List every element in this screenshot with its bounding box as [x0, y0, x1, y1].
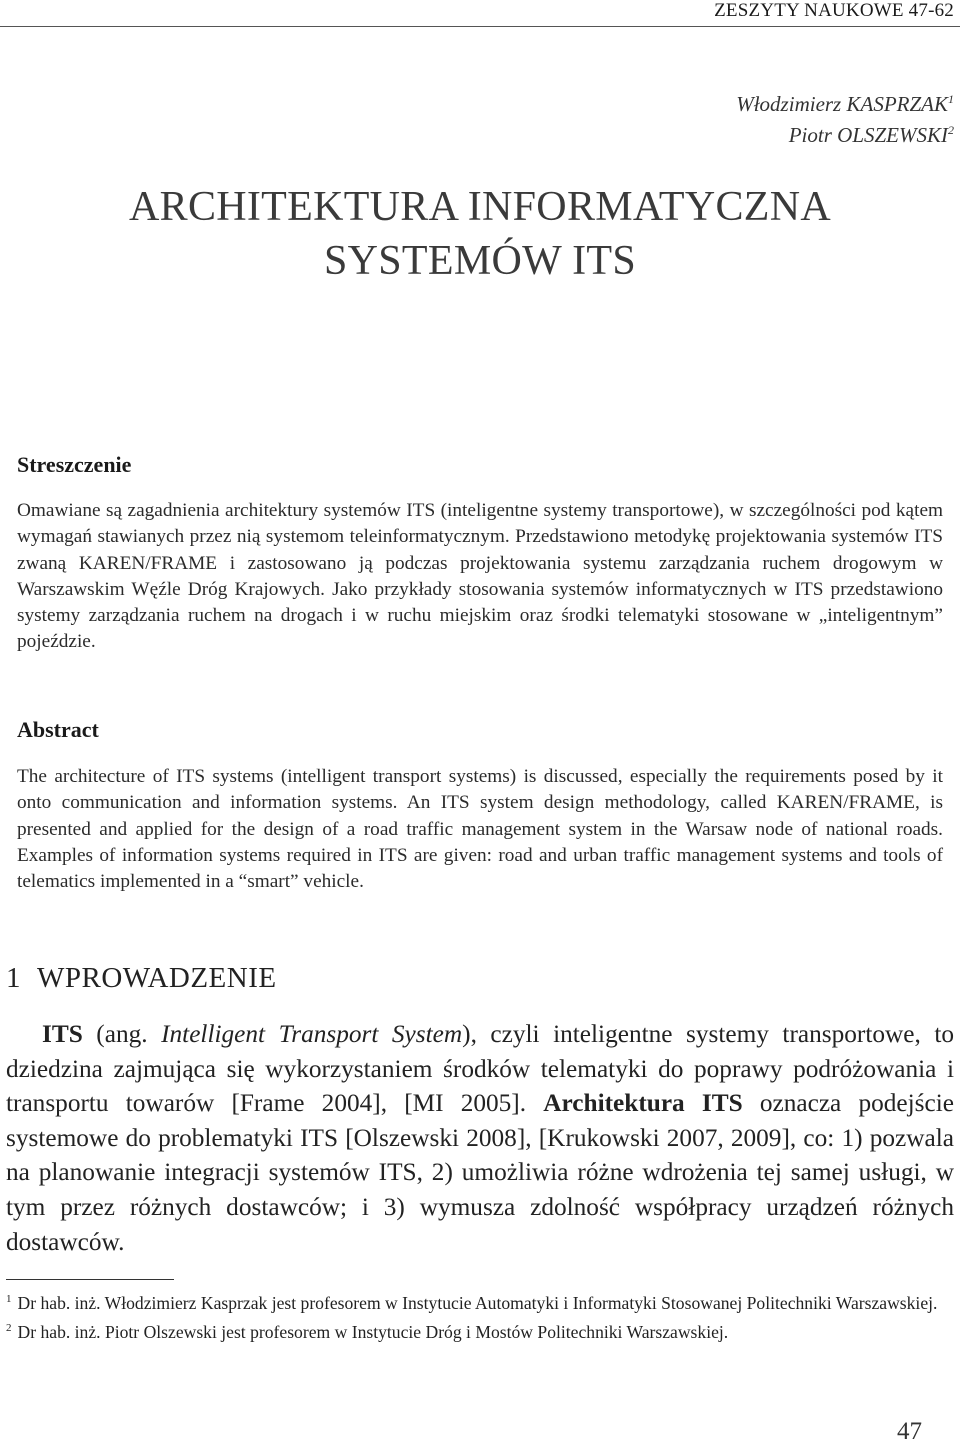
journal-name: ZESZYTY NAUKOWE 47-62: [714, 0, 954, 21]
footnote-1-text: Dr hab. inż. Włodzimierz Kasprzak jest profesorem w Instytucie Automatyki i Informatyki Stosowanej Politechniki Warszawskiej.: [17, 1292, 938, 1313]
intro-paragraph: [6, 1017, 954, 1259]
footnote-2-text: Dr hab. inż. Piotr Olszewski jest profesorem w Instytucie Dróg i Mostów Politechniki Warszawskiej.: [17, 1321, 729, 1342]
page-number: 47: [897, 1418, 922, 1445]
footnote-1: [6, 1287, 956, 1316]
footnote-1-mark: 1: [6, 1293, 12, 1305]
section-number: 1: [6, 962, 21, 994]
intelligent-transport-system-term: Intelligent Transport System: [161, 1020, 463, 1048]
its-term: ITS: [42, 1020, 83, 1048]
intro-ang: (ang.: [82, 1020, 162, 1048]
author-2-footnote-mark: 2: [948, 123, 954, 137]
author-2-name: Piotr OLSZEWSKI: [788, 123, 948, 147]
author-2: [736, 117, 954, 148]
footnote-2: [6, 1316, 956, 1345]
abstract-heading: Abstract: [17, 717, 99, 742]
paper-title-line-1: ARCHITEKTURA INFORMATYCZNA: [129, 184, 831, 230]
author-1: [736, 86, 954, 117]
footnote-divider: [6, 1279, 174, 1280]
architektura-its-term: Architektura ITS: [543, 1089, 743, 1118]
author-list: [736, 86, 954, 148]
streszczenie-text: Omawiane są zagadnienia architektury systemów ITS (inteligentne systemy transportowe), w szczególności pod kątem wymagań stawianych przez nią systemom teleinformatycznym. Przedstawiono metodykę projektowania systemów ITS zwaną KAREN/FRAME i zastosowano ją podczas projektowania systemu zarządzania ruchem drogowym w Warszawskim Węźle Dróg Krajowych. Jako przykłady stosowania systemów informatycznych w ITS przedstawiono systemy zarządzania ruchem na drogach i w ruchu miejskim oraz środki telematyki stosowane w „inteligentnym” pojeździe.: [17, 500, 943, 653]
intro-text-2: oznacza podejście systemowe do problematyki ITS [Olszewski 2008], [Krukowski 2007, 2009], co: 1) pozwala na planowanie integracji systemów ITS, 2) umożliwia różne wdrożenia tej samej usługi, w tym przez różnych dostawców; i 3) wymusza zdolność współpracy urządzeń różnych dostawców.: [6, 1089, 954, 1256]
intro-text-1: ), czyli inteligentne systemy transportowe, to dziedzina zajmująca się wykorzystaniem środków telematyki do poprawy podróżowania i transportu towarów [Frame 2004], [MI 2005].: [6, 1020, 955, 1118]
streszczenie-heading: Streszczenie: [17, 452, 132, 477]
author-1-name: Włodzimierz KASPRZAK: [736, 92, 948, 116]
footnotes: [6, 1287, 956, 1345]
section-heading: [6, 962, 277, 995]
running-header: [0, 0, 960, 27]
abstract-text: The architecture of ITS systems (intelligent transport systems) is discussed, especially the requirements posed by it onto communication and information systems. An ITS system design methodology, called KAREN/FRAME, is presented and applied for the design of a road traffic management system in the Warsaw node of national roads. Examples of information systems required in ITS are given: road and urban traffic management systems and tools of telematics implemented in a “smart” vehicle.: [17, 766, 943, 893]
section-title: WPROWADZENIE: [37, 962, 277, 994]
footnote-2-mark: 2: [6, 1321, 12, 1334]
paper-title: [0, 180, 960, 288]
author-1-footnote-mark: 1: [948, 92, 954, 106]
paper-title-line-2: SYSTEMÓW ITS: [323, 238, 637, 284]
